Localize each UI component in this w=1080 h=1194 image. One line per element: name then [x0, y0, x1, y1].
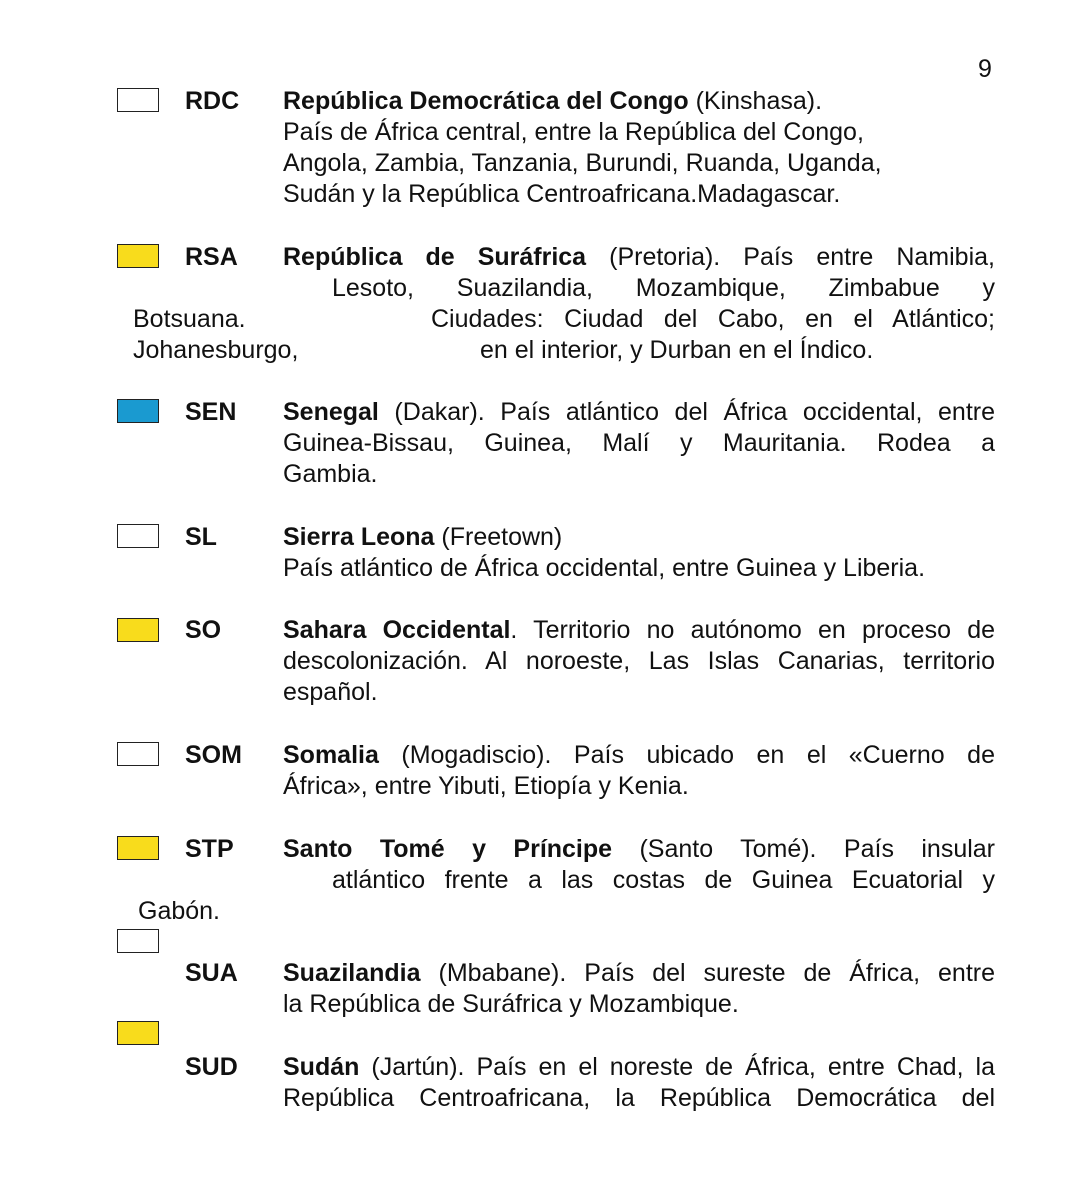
- entry-text-line: [332, 865, 995, 896]
- country-name: República de Suráfrica: [283, 243, 587, 271]
- entry-text-line: [480, 335, 873, 366]
- color-swatch: [117, 742, 159, 766]
- entry-text-line: [283, 553, 925, 584]
- color-swatch: [117, 836, 159, 860]
- country-name: República Democrática del Congo: [283, 87, 689, 115]
- entry-text: Gambia.: [283, 460, 378, 488]
- color-swatch: [117, 1021, 159, 1045]
- country-code: RDC: [185, 87, 240, 115]
- entry-text: República Centroafricana, la República Democrática del: [283, 1084, 995, 1112]
- entry-text-line: [138, 896, 220, 927]
- entry-text-line: [283, 117, 864, 148]
- country-code: SUA: [185, 959, 238, 987]
- country-name: Suazilandia: [283, 959, 421, 987]
- entry-text: (Dakar). País atlántico del África occidental, entre: [378, 398, 995, 426]
- country-code: SL: [185, 523, 217, 551]
- page-number: 9: [978, 55, 992, 83]
- entry-text-line: [283, 148, 882, 179]
- entry-text: español.: [283, 678, 378, 706]
- color-swatch: [117, 244, 159, 268]
- entry-text: (Jartún). País en el noreste de África, entre Chad, la: [359, 1053, 995, 1081]
- country-code: SEN: [185, 398, 237, 426]
- color-swatch: [117, 399, 159, 423]
- country-code: SO: [185, 616, 222, 644]
- entry-text: la República de Suráfrica y Mozambique.: [283, 990, 739, 1018]
- country-name: Sudán: [283, 1053, 360, 1081]
- country-code: SUD: [185, 1053, 238, 1081]
- country-code: STP: [185, 835, 234, 863]
- entry-text: (Mogadiscio). País ubicado en el «Cuerno de: [378, 741, 995, 769]
- entry-heading-line: [283, 615, 995, 646]
- entry-text: (Kinshasa).: [688, 87, 823, 115]
- entry-text-line: [133, 335, 298, 366]
- entry-text: Guinea-Bissau, Guinea, Malí y Mauritania. Rodea a: [283, 429, 995, 457]
- entry-text: Botsuana.: [133, 305, 246, 333]
- entry-heading-line: [283, 1052, 995, 1083]
- entry-text: Ciudades: Ciudad del Cabo, en el Atlántico;: [431, 305, 995, 333]
- entry-text: . Territorio no autónomo en proceso de: [510, 616, 995, 644]
- entry-text: Johanesburgo,: [133, 336, 299, 364]
- entry-text-line: [283, 428, 995, 459]
- entry-text-line: [283, 771, 689, 802]
- entry-heading-line: [283, 397, 995, 428]
- entry-text: Lesoto, Suazilandia, Mozambique, Zimbabue y: [332, 274, 995, 302]
- entry-heading-line: [283, 740, 995, 771]
- entry-text: en el interior, y Durban en el Índico.: [480, 336, 874, 364]
- entry-text: Gabón.: [138, 897, 221, 925]
- entry-text-line: [431, 304, 995, 335]
- entry-text: (Mbabane). País del sureste de África, entre: [420, 959, 995, 987]
- entry-text-line: [133, 304, 246, 335]
- country-code: SOM: [185, 741, 242, 769]
- entry-text: atlántico frente a las costas de Guinea Ecuatorial y: [332, 866, 995, 894]
- country-name: Senegal: [283, 398, 379, 426]
- country-code: RSA: [185, 243, 238, 271]
- entry-text: País atlántico de África occidental, entre Guinea y Liberia.: [283, 554, 926, 582]
- entry-text-line: [332, 273, 995, 304]
- entry-text: (Santo Tomé). País insular: [612, 835, 995, 863]
- color-swatch: [117, 929, 159, 953]
- entry-text-line: [283, 677, 378, 708]
- color-swatch: [117, 524, 159, 548]
- country-name: Sahara Occidental: [283, 616, 511, 644]
- entry-text: Angola, Zambia, Tanzania, Burundi, Ruanda, Uganda,: [283, 149, 882, 177]
- country-name: Sierra Leona: [283, 523, 435, 551]
- entry-heading-line: [283, 834, 995, 865]
- entry-text-line: [283, 989, 739, 1020]
- entry-text-line: [283, 646, 995, 677]
- color-swatch: [117, 618, 159, 642]
- entry-heading-line: [283, 958, 995, 989]
- country-name: Somalia: [283, 741, 379, 769]
- entry-text: descolonización. Al noroeste, Las Islas Canarias, territorio: [283, 647, 995, 675]
- entry-text-line: [283, 459, 377, 490]
- entry-heading-line: [283, 86, 822, 117]
- entry-text-line: [283, 1083, 995, 1114]
- entry-heading-line: [283, 522, 562, 553]
- color-swatch: [117, 88, 159, 112]
- entry-heading-line: [283, 242, 995, 273]
- country-name: Santo Tomé y Príncipe: [283, 835, 613, 863]
- entry-text: (Freetown): [434, 523, 563, 551]
- entry-text: País de África central, entre la República del Congo,: [283, 118, 864, 146]
- entry-text: (Pretoria). País entre Namibia,: [586, 243, 995, 271]
- entry-text: Sudán y la República Centroafricana.Madagascar.: [283, 180, 841, 208]
- entry-text: África», entre Yibuti, Etiopía y Kenia.: [283, 772, 689, 800]
- entry-text-line: [283, 179, 840, 210]
